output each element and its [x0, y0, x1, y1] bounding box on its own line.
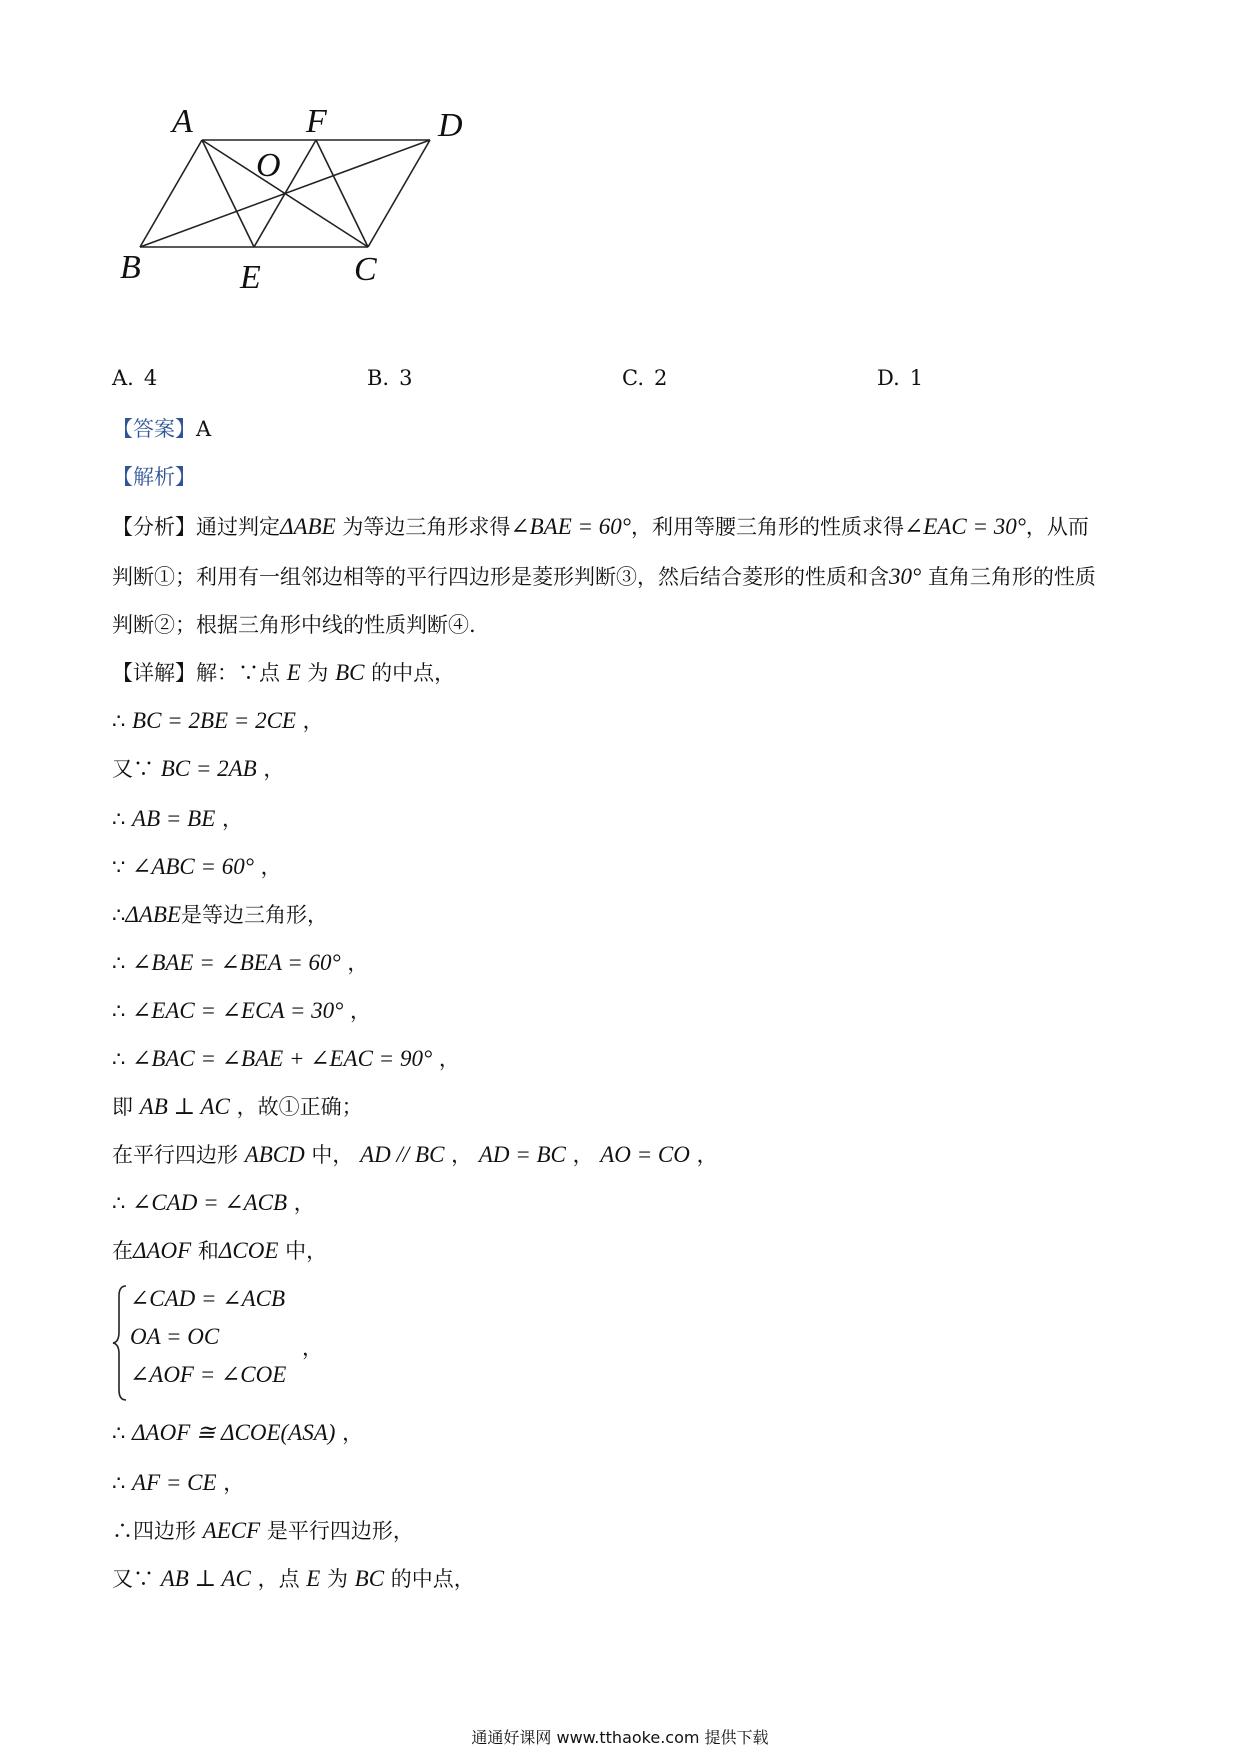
segment-DC — [368, 140, 430, 247]
detail-line-8: ∴ ∠EAC = ∠ECA = 30° ， — [112, 998, 371, 1023]
detail-line-15: ∴ AF = CE ， — [112, 1470, 245, 1495]
option-b: B. 3 — [367, 366, 413, 390]
detail-line-4: ∴ AB = BE ， — [112, 806, 243, 831]
label-C: C — [354, 251, 377, 288]
detail-line-5: ∵ ∠ABC = 60° ， — [112, 854, 282, 879]
system-eq-2: OA = OC — [130, 1324, 220, 1349]
detail-line-11: 在平行四边形 ABCD 中， AD // BC ， AD = BC ， AO = CO ， — [112, 1142, 718, 1167]
detail-line-7: ∴ ∠BAE = ∠BEA = 60° ， — [112, 950, 369, 975]
parallelogram-diagram — [120, 110, 540, 330]
option-a: A. 4 — [112, 366, 158, 390]
segment-AB — [140, 140, 202, 247]
label-B: B — [120, 249, 141, 286]
answer-tag: 【答案】 — [112, 417, 196, 441]
detail-line-2: ∴ BC = 2BE = 2CE ， — [112, 708, 324, 733]
detail-line-3: 又∵ BC = 2AB ， — [112, 756, 285, 781]
answer-options — [112, 366, 1112, 396]
analysis-tag: 【解析】 — [112, 465, 196, 489]
option-d: D. 1 — [877, 366, 924, 390]
detail-line-16: ∴四边形 AECF 是平行四边形， — [112, 1518, 414, 1543]
system-comma: ， — [302, 1336, 323, 1360]
detail-line-9: ∴ ∠BAC = ∠BAE + ∠EAC = 90° ， — [112, 1046, 460, 1071]
system-eq-3: ∠AOF = ∠COE — [130, 1362, 287, 1387]
label-F: F — [306, 110, 327, 140]
label-A: A — [172, 110, 193, 140]
label-D: D — [438, 110, 463, 144]
answer-value: A — [196, 417, 212, 441]
detail-line-13: 在ΔAOF 和ΔCOE 中， — [112, 1238, 328, 1263]
option-c: C. 2 — [622, 366, 668, 390]
fenxi-line-2: 判断①；利用有一组邻边相等的平行四边形是菱形判断③，然后结合菱形的性质和含30° 直角三角形的性质 — [112, 564, 1096, 589]
detail-line-10: 即 AB ⊥ AC ，故①正确； — [112, 1094, 363, 1119]
label-O: O — [256, 147, 281, 184]
fenxi-line-3: 判断②；根据三角形中线的性质判断④. — [112, 613, 476, 637]
detail-line-17: 又∵ AB ⊥ AC ，点 E 为 BC 的中点， — [112, 1566, 475, 1591]
system-eq-1: ∠CAD = ∠ACB — [130, 1286, 286, 1311]
analysis-tag-line — [112, 462, 196, 492]
fenxi-line-1: 【分析】通过判定ΔABE 为等边三角形求得∠BAE = 60°，利用等腰三角形的性质求得∠EAC = 30°，从而 — [112, 514, 1089, 539]
detail-line-12: ∴ ∠CAD = ∠ACB ， — [112, 1190, 315, 1215]
detail-line-14: ∴ ΔAOF ≅ ΔCOE(ASA) ， — [112, 1420, 364, 1445]
left-brace — [112, 1284, 128, 1402]
label-E: E — [240, 259, 261, 296]
page-footer: 通通好课网 www.tthaoke.com 提供下载 — [471, 1728, 769, 1747]
geometry-figure — [120, 110, 540, 330]
detail-line-6: ∴ΔABE是等边三角形， — [112, 902, 329, 927]
detail-line-1: 【详解】解：∵点 E 为 BC 的中点， — [112, 660, 456, 685]
answer-line — [112, 414, 211, 444]
